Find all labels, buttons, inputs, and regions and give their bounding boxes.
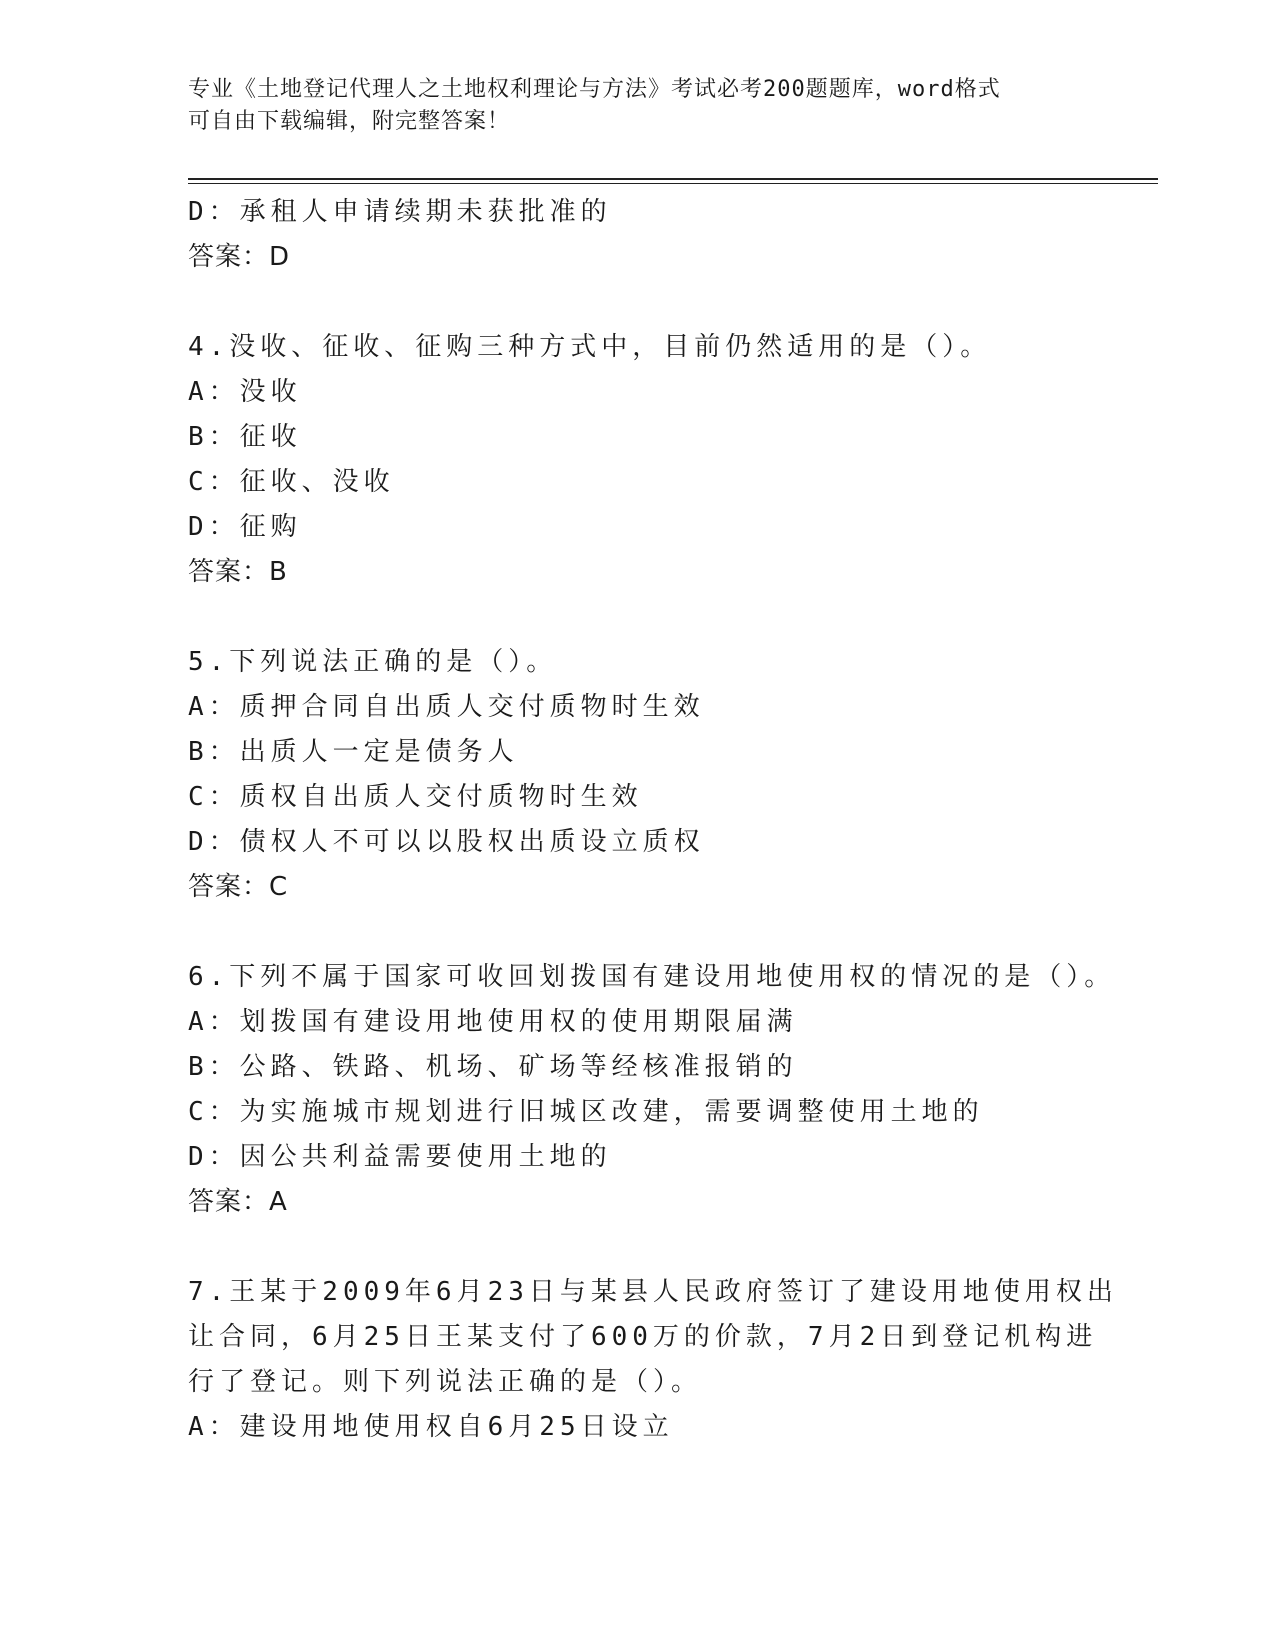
- question-list: [188, 190, 1148, 1450]
- option-d: D：因公共利益需要使用土地的: [188, 1142, 612, 1172]
- option-d: D：债权人不可以以股权出质设立质权: [188, 827, 705, 857]
- option-a: A：建设用地使用权自6月25日设立: [188, 1412, 674, 1442]
- question-text-line-2: 让合同，6月25日王某支付了600万的价款，7月2日到登记机构进: [188, 1322, 1098, 1352]
- option-d: D：征购: [188, 512, 302, 542]
- question-7: [188, 1270, 1148, 1450]
- option-b: B：公路、铁路、机场、矿场等经核准报销的: [188, 1052, 798, 1082]
- question-text: 6.下列不属于国家可收回划拨国有建设用地使用权的情况的是（）。: [188, 962, 1116, 992]
- answer-label: 答案：A: [188, 1187, 288, 1217]
- spacer: [188, 1225, 1148, 1270]
- question-4: [188, 325, 1148, 595]
- question-text: 4.没收、征收、征购三种方式中，目前仍然适用的是（）。: [188, 332, 992, 362]
- header-line-1: 专业《土地登记代理人之土地权利理论与方法》考试必考200题题库，word格式: [188, 77, 1001, 102]
- header-divider-thin: [188, 183, 1158, 184]
- spacer: [188, 595, 1148, 640]
- question-3-tail: [188, 190, 1148, 280]
- question-text-line-3: 行了登记。则下列说法正确的是（）。: [188, 1367, 703, 1397]
- answer-label: 答案：D: [188, 242, 291, 272]
- option-a: A：划拨国有建设用地使用权的使用期限届满: [188, 1007, 798, 1037]
- header-divider-thick: [188, 178, 1158, 180]
- question-5: [188, 640, 1148, 910]
- answer-label: 答案：C: [188, 872, 289, 902]
- option-d: D：承租人申请续期未获批准的: [188, 197, 612, 227]
- answer-label: 答案：B: [188, 557, 288, 587]
- spacer: [188, 910, 1148, 955]
- header-line-2: 可自由下载编辑，附完整答案！: [188, 109, 511, 134]
- option-b: B：征收: [188, 422, 302, 452]
- option-b: B：出质人一定是债务人: [188, 737, 519, 767]
- option-c: C：质权自出质人交付质物时生效: [188, 782, 643, 812]
- spacer: [188, 280, 1148, 325]
- option-c: C：为实施城市规划进行旧城区改建，需要调整使用土地的: [188, 1097, 984, 1127]
- option-a: A：质押合同自出质人交付质物时生效: [188, 692, 705, 722]
- question-6: [188, 955, 1148, 1225]
- option-a: A：没收: [188, 377, 302, 407]
- document-header: [188, 74, 1088, 138]
- option-c: C：征收、没收: [188, 467, 395, 497]
- question-text-line-1: 7.王某于2009年6月23日与某县人民政府签订了建设用地使用权出: [188, 1277, 1118, 1307]
- question-text: 5.下列说法正确的是（）。: [188, 647, 558, 677]
